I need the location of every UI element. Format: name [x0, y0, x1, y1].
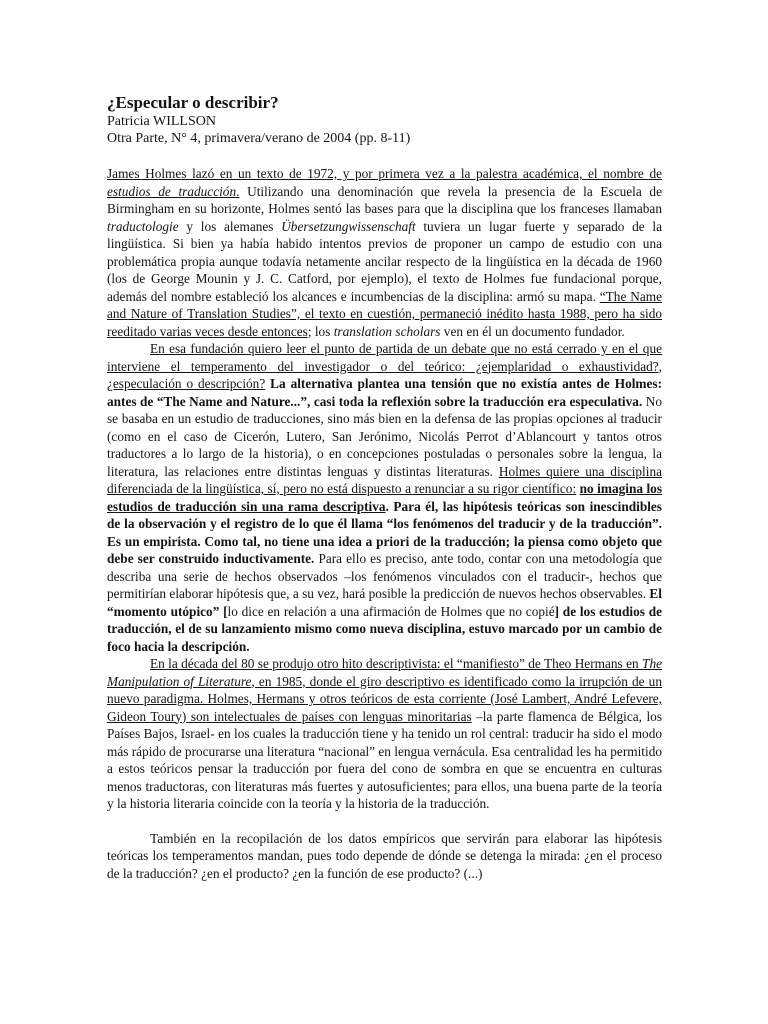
- body-text-run: –la parte flamenca de Bélgica, los Países Bajos, Israel- en los cuales la traducción tiene y ha tenido un rol central: traducir ha sido el modo más rápido de procurarse una literatura “nacional” en lengua vernácula. Esa centralidad les ha permitido a estos teóricos pensar la traducción por fuera del cono de sombra en que se encuentra en culturas menos traductoras, con literaturas más fuertes y autosuficientes; para ellos, una buena parte de la teoría y la historia literaria coincide con la teoría y la historia de la traducción.: [107, 708, 662, 811]
- paragraph-1: [107, 165, 662, 340]
- bracketed-note: lo dice en relación a una afirmación de Holmes que no copié: [227, 603, 555, 619]
- article-body: [107, 165, 662, 882]
- italic-term: traductologie: [107, 218, 179, 234]
- document-page: [107, 93, 662, 882]
- bold-passage: La alternativa plantea una tensión que no existía antes de Holmes: antes de “The Name and Nature...”, casi toda la reflexión sobre la traducción era especulativa.: [107, 376, 662, 409]
- paragraph-3: [107, 655, 662, 813]
- bold-passage: ] de los estudios de traducción, el de su lanzamiento mismo como nueva disciplina, estuvo marcado por un cambio de foco hacia la descripción.: [107, 603, 662, 654]
- body-text-run: ven en él un documento fundador.: [440, 323, 625, 339]
- document-title: ¿Especular o describir?: [107, 93, 279, 112]
- body-text-run: y los alemanes: [178, 218, 282, 234]
- paragraph-2: [107, 340, 662, 655]
- underlined-passage: Holmes quiere una disciplina diferenciada de la lingüística, sí, pero no está dispuesto a renunciar a su rigor científico:: [107, 463, 662, 496]
- bold-underlined-passage: no imagina los estudios de traducción sin una rama descriptiva: [107, 481, 663, 514]
- bold-passage: El “momento utópico” [: [107, 586, 662, 619]
- underlined-passage: En esa fundación quiero leer el punto de partida de un debate que no está cerrado y en el que interviene el temperamento del investigador o del teórico: ¿ejemplaridad o exhaustividad?, ¿especulación o descripción?: [107, 341, 662, 391]
- underlined-passage: “The Name and Nature of Translation Studies”, el texto en cuestión, permaneció inédito hasta 1988, pero ha sido reeditado varias veces desde entonces;: [107, 288, 662, 339]
- underlined-passage: James Holmes lazó en un texto de 1972, y por primera vez a la palestra académica, el nombre de: [107, 166, 662, 181]
- italic-term: translation scholars: [333, 323, 441, 339]
- paragraph-4: [107, 830, 662, 883]
- source-citation: Otra Parte, N° 4, primavera/verano de 2004 (pp. 8-11): [107, 131, 411, 146]
- body-text-run: los: [311, 323, 334, 339]
- italic-term: Übersetzungwissenschaft: [281, 218, 416, 234]
- underlined-passage: En la década del 80 se produjo otro hito descriptivista: el “manifiesto” de Theo Hermans en: [150, 656, 643, 671]
- underlined-passage: .: [236, 183, 240, 199]
- italic-term: estudios de traducción: [107, 183, 237, 199]
- body-text-run: No se basaba en un estudio de traducciones, sino más bien en la defensa de las propias opciones al traducir (como en el caso de Cicerón, Lutero, San Jerónimo, Nicolás Perrot d’Ablancourt y tantos otros traductores a lo largo de la historia), o en concepciones postuladas o personales sobre la lengua, la literatura, las relaciones entre distintas lenguas y distintas literaturas.: [107, 393, 663, 479]
- body-text-run: tuviera un lugar fuerte y separado de la lingüística. Si bien ya había habido intentos previos de proponer un campo de estudio con una problemática propia aunque todavía netamente ancilar respecto de la lingüística en la década de 1960 (los de George Mounin y J. C. Catford, por ejemplo), el texto de Holmes fue fundacional porque, además del nombre estableció los alcances e incumbencias de la disciplina: armó su mapa.: [107, 218, 662, 304]
- author-name: Patricia WILLSON: [107, 114, 216, 129]
- underlined-passage: , en 1985, donde el giro descriptivo es identificado como la irrupción de un nuevo paradigma. Holmes, Hermans y otros teóricos de esta corriente (José Lambert, André Lefevere, Gideon Toury) son intelectuales de países con lenguas minoritarias: [107, 673, 662, 724]
- body-text-run: Para ello es preciso, ante todo, contar con una metodología que describa una serie de hechos observados –los fenómenos vinculados con el traducir-, hechos que permitirían elaborar hipótesis que, a su vez, hará posible la predicción de nuevos hechos observables.: [107, 551, 662, 601]
- body-text-run: Utilizando una denominación que revela la presencia de la Escuela de Birmingham en su horizonte, Holmes sentó las bases para que la disciplina que los franceses llamaban: [107, 183, 662, 216]
- body-text-run: También en la recopilación de los datos empíricos que servirán para elaborar las hipótesis teóricas los temperamentos mandan, pues todo depende de dónde se detenga la mirada: ¿en el proceso de la traducción? ¿en el producto? ¿en la función de ese producto? (...): [107, 830, 662, 881]
- italic-title: The Manipulation of Literature: [107, 656, 662, 689]
- bold-passage: . Para él, las hipótesis teóricas son inescindibles de la observación y el registro de lo que él llama “los fenómenos del traducir y de la traducción”. Es un empirista. Como tal, no tiene una idea a priori de la traducción; la piensa como objeto que debe ser construido inductivamente.: [107, 498, 662, 566]
